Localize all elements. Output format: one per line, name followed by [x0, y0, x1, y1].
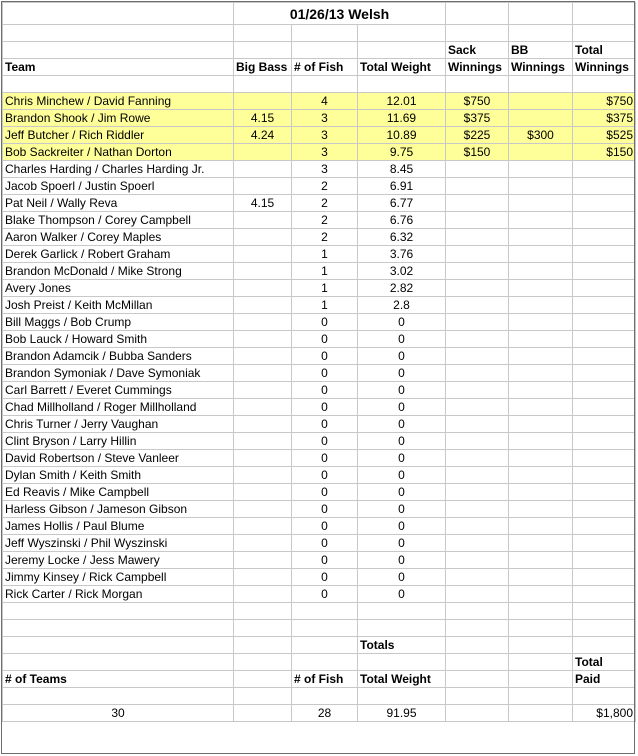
- cell-big-bass[interactable]: [234, 467, 292, 484]
- cell-team[interactable]: Avery Jones: [3, 280, 234, 297]
- cell-total-winnings[interactable]: [573, 467, 636, 484]
- cell-team[interactable]: Jacob Spoerl / Justin Spoerl: [3, 178, 234, 195]
- cell-team[interactable]: Jeff Butcher / Rich Riddler: [3, 127, 234, 144]
- table-row: [3, 348, 636, 365]
- table-row: [3, 93, 636, 110]
- cell-total-weight[interactable]: 0: [358, 382, 446, 399]
- cell-big-bass[interactable]: [234, 399, 292, 416]
- cell-total-weight[interactable]: 0: [358, 331, 446, 348]
- cell-sack-winnings[interactable]: [446, 195, 509, 212]
- cell-num-fish[interactable]: 0: [292, 365, 358, 382]
- cell-big-bass[interactable]: [234, 518, 292, 535]
- cell-team[interactable]: Jeremy Locke / Jess Mawery: [3, 552, 234, 569]
- cell-num-fish[interactable]: 3: [292, 161, 358, 178]
- table-row: [3, 178, 636, 195]
- sheet-title[interactable]: 01/26/13 Welsh: [234, 3, 446, 25]
- cell-total-weight[interactable]: 0: [358, 501, 446, 518]
- cell-total-weight[interactable]: 0: [358, 416, 446, 433]
- header-total-weight[interactable]: Total Weight: [358, 59, 446, 76]
- cell-sack-winnings[interactable]: [446, 178, 509, 195]
- cell-num-fish[interactable]: 0: [292, 484, 358, 501]
- cell-big-bass[interactable]: [234, 297, 292, 314]
- cell-total-weight[interactable]: 0: [358, 365, 446, 382]
- cell-num-fish[interactable]: 0: [292, 569, 358, 586]
- cell-big-bass[interactable]: [234, 501, 292, 518]
- cell-team[interactable]: Chad Millholland / Roger Millholland: [3, 399, 234, 416]
- cell-team[interactable]: Josh Preist / Keith McMillan: [3, 297, 234, 314]
- table-row: [3, 569, 636, 586]
- team-rows: [3, 93, 636, 603]
- table-row: [3, 161, 636, 178]
- table-row: [3, 450, 636, 467]
- cell-bb-winnings[interactable]: [509, 467, 573, 484]
- table-row: [3, 535, 636, 552]
- cell-num-fish[interactable]: 0: [292, 552, 358, 569]
- cell-big-bass[interactable]: [234, 450, 292, 467]
- cell-bb-winnings[interactable]: [509, 484, 573, 501]
- cell-total-weight[interactable]: 0: [358, 518, 446, 535]
- cell-bb-winnings[interactable]: [509, 161, 573, 178]
- cell-total-weight[interactable]: 12.01: [358, 93, 446, 110]
- cell-big-bass[interactable]: [234, 263, 292, 280]
- cell-team[interactable]: Pat Neil / Wally Reva: [3, 195, 234, 212]
- cell-total-weight[interactable]: 2.82: [358, 280, 446, 297]
- cell-team[interactable]: Rick Carter / Rick Morgan: [3, 586, 234, 603]
- cell-big-bass[interactable]: [234, 552, 292, 569]
- cell-bb-winnings[interactable]: [509, 535, 573, 552]
- cell-total-weight[interactable]: 11.69: [358, 110, 446, 127]
- cell-num-fish[interactable]: 0: [292, 518, 358, 535]
- cell-sack-winnings[interactable]: [446, 297, 509, 314]
- results-sheet: [2, 2, 636, 722]
- cell-team[interactable]: Aaron Walker / Corey Maples: [3, 229, 234, 246]
- cell-total-weight[interactable]: 2.8: [358, 297, 446, 314]
- cell-bb-winnings[interactable]: [509, 501, 573, 518]
- cell-total-winnings[interactable]: [573, 416, 636, 433]
- cell-num-fish[interactable]: 0: [292, 535, 358, 552]
- cell-bb-winnings[interactable]: [509, 433, 573, 450]
- cell-big-bass[interactable]: [234, 484, 292, 501]
- cell-team[interactable]: Harless Gibson / Jameson Gibson: [3, 501, 234, 518]
- cell-total-winnings[interactable]: $750: [573, 93, 636, 110]
- cell-num-fish[interactable]: 2: [292, 195, 358, 212]
- cell-total-weight[interactable]: 0: [358, 314, 446, 331]
- cell-big-bass[interactable]: [234, 586, 292, 603]
- cell-num-fish[interactable]: 1: [292, 246, 358, 263]
- totals-label[interactable]: Totals: [358, 637, 446, 654]
- cell-bb-winnings[interactable]: [509, 246, 573, 263]
- cell-team[interactable]: Charles Harding / Charles Harding Jr.: [3, 161, 234, 178]
- table-row: [3, 110, 636, 127]
- cell-num-fish[interactable]: 0: [292, 467, 358, 484]
- table-row: [3, 416, 636, 433]
- cell-team[interactable]: Brandon Adamcik / Bubba Sanders: [3, 348, 234, 365]
- cell-num-fish[interactable]: 2: [292, 178, 358, 195]
- cell-total-weight[interactable]: 0: [358, 399, 446, 416]
- cell-big-bass[interactable]: 4.15: [234, 195, 292, 212]
- cell-bb-winnings[interactable]: [509, 178, 573, 195]
- num-fish-label[interactable]: # of Fish: [292, 671, 358, 688]
- cell-total-winnings[interactable]: [573, 348, 636, 365]
- cell-total-winnings[interactable]: [573, 314, 636, 331]
- num-teams-value[interactable]: 30: [3, 705, 234, 722]
- cell-team[interactable]: Brandon Shook / Jim Rowe: [3, 110, 234, 127]
- header-sack-line2[interactable]: Winnings: [446, 59, 509, 76]
- cell-num-fish[interactable]: 0: [292, 331, 358, 348]
- table-row: [3, 467, 636, 484]
- cell-big-bass[interactable]: [234, 433, 292, 450]
- cell-num-fish[interactable]: 0: [292, 586, 358, 603]
- cell-team[interactable]: James Hollis / Paul Blume: [3, 518, 234, 535]
- header-num-fish[interactable]: # of Fish: [292, 59, 358, 76]
- cell-sack-winnings[interactable]: [446, 348, 509, 365]
- cell-total-winnings[interactable]: [573, 297, 636, 314]
- cell-total-weight[interactable]: 3.76: [358, 246, 446, 263]
- table-row: [3, 297, 636, 314]
- cell-total-weight[interactable]: 3.02: [358, 263, 446, 280]
- cell-total-weight[interactable]: 0: [358, 467, 446, 484]
- cell-total-winnings[interactable]: [573, 195, 636, 212]
- cell-total-weight[interactable]: 6.32: [358, 229, 446, 246]
- cell-bb-winnings[interactable]: [509, 348, 573, 365]
- cell-total-weight[interactable]: 6.76: [358, 212, 446, 229]
- cell-total-winnings[interactable]: [573, 365, 636, 382]
- cell-big-bass[interactable]: [234, 280, 292, 297]
- table-row: [3, 144, 636, 161]
- table-row: [3, 229, 636, 246]
- cell-team[interactable]: Bob Lauck / Howard Smith: [3, 331, 234, 348]
- cell-total-winnings[interactable]: [573, 518, 636, 535]
- cell-total-winnings[interactable]: [573, 246, 636, 263]
- cell-big-bass[interactable]: [234, 331, 292, 348]
- cell-team[interactable]: Derek Garlick / Robert Graham: [3, 246, 234, 263]
- cell-total-weight[interactable]: 6.77: [358, 195, 446, 212]
- cell-team[interactable]: Jeff Wyszinski / Phil Wyszinski: [3, 535, 234, 552]
- cell-sack-winnings[interactable]: $225: [446, 127, 509, 144]
- cell-big-bass[interactable]: 4.15: [234, 110, 292, 127]
- cell-num-fish[interactable]: 0: [292, 348, 358, 365]
- total-paid-label-line1[interactable]: Total: [573, 654, 636, 671]
- cell-total-winnings[interactable]: [573, 501, 636, 518]
- cell-sack-winnings[interactable]: [446, 161, 509, 178]
- cell-total-winnings[interactable]: [573, 229, 636, 246]
- cell-num-fish[interactable]: 3: [292, 110, 358, 127]
- cell-big-bass[interactable]: [234, 161, 292, 178]
- table-row: [3, 127, 636, 144]
- cell-num-fish[interactable]: 3: [292, 144, 358, 161]
- cell-total-weight[interactable]: 0: [358, 484, 446, 501]
- cell-bb-winnings[interactable]: $300: [509, 127, 573, 144]
- cell-total-winnings[interactable]: $150: [573, 144, 636, 161]
- table-row: [3, 382, 636, 399]
- table-row: [3, 484, 636, 501]
- cell-team[interactable]: Dylan Smith / Keith Smith: [3, 467, 234, 484]
- cell-num-fish[interactable]: 0: [292, 314, 358, 331]
- cell-sack-winnings[interactable]: [446, 263, 509, 280]
- cell-sack-winnings[interactable]: [446, 467, 509, 484]
- cell-sack-winnings[interactable]: [446, 518, 509, 535]
- cell-sack-winnings[interactable]: [446, 569, 509, 586]
- cell-sack-winnings[interactable]: [446, 382, 509, 399]
- cell-team[interactable]: Brandon McDonald / Mike Strong: [3, 263, 234, 280]
- cell-num-fish[interactable]: 0: [292, 433, 358, 450]
- cell-bb-winnings[interactable]: [509, 365, 573, 382]
- cell-big-bass[interactable]: [234, 229, 292, 246]
- cell-total-winnings[interactable]: [573, 382, 636, 399]
- cell-total-winnings[interactable]: [573, 178, 636, 195]
- cell-total-winnings[interactable]: [573, 433, 636, 450]
- cell-num-fish[interactable]: 0: [292, 399, 358, 416]
- cell-sack-winnings[interactable]: [446, 246, 509, 263]
- cell-big-bass[interactable]: [234, 178, 292, 195]
- sheet-body: [3, 3, 636, 93]
- total-paid-label-line2[interactable]: Paid: [573, 671, 636, 688]
- table-row: [3, 365, 636, 382]
- table-row: [3, 433, 636, 450]
- header-bb-line2[interactable]: Winnings: [509, 59, 573, 76]
- cell-total-winnings[interactable]: [573, 331, 636, 348]
- table-row: [3, 552, 636, 569]
- cell-bb-winnings[interactable]: [509, 263, 573, 280]
- total-weight-label[interactable]: Total Weight: [358, 671, 446, 688]
- cell-num-fish[interactable]: 0: [292, 416, 358, 433]
- cell-team[interactable]: Clint Bryson / Larry Hillin: [3, 433, 234, 450]
- cell-total-winnings[interactable]: [573, 535, 636, 552]
- table-row: [3, 195, 636, 212]
- cell-big-bass[interactable]: [234, 348, 292, 365]
- cell-total-winnings[interactable]: [573, 212, 636, 229]
- cell-bb-winnings[interactable]: [509, 331, 573, 348]
- cell-big-bass[interactable]: [234, 416, 292, 433]
- cell-total-weight[interactable]: 0: [358, 569, 446, 586]
- table-row: [3, 331, 636, 348]
- cell-sack-winnings[interactable]: [446, 331, 509, 348]
- total-paid-value[interactable]: $1,800: [573, 705, 636, 722]
- cell-team[interactable]: Chris Turner / Jerry Vaughan: [3, 416, 234, 433]
- cell-sack-winnings[interactable]: [446, 484, 509, 501]
- cell-num-fish[interactable]: 0: [292, 382, 358, 399]
- cell-bb-winnings[interactable]: [509, 195, 573, 212]
- cell-sack-winnings[interactable]: $375: [446, 110, 509, 127]
- header-total-line2[interactable]: Winnings: [573, 59, 636, 76]
- cell-bb-winnings[interactable]: [509, 280, 573, 297]
- totals-section: [3, 603, 636, 722]
- cell-num-fish[interactable]: 4: [292, 93, 358, 110]
- cell-sack-winnings[interactable]: [446, 586, 509, 603]
- cell-total-winnings[interactable]: [573, 263, 636, 280]
- cell-num-fish[interactable]: 1: [292, 280, 358, 297]
- cell-bb-winnings[interactable]: [509, 382, 573, 399]
- cell-team[interactable]: Carl Barrett / Everet Cummings: [3, 382, 234, 399]
- cell-big-bass[interactable]: [234, 382, 292, 399]
- cell-total-weight[interactable]: 8.45: [358, 161, 446, 178]
- cell-total-winnings[interactable]: $525: [573, 127, 636, 144]
- table-row: [3, 263, 636, 280]
- table-row: [3, 212, 636, 229]
- table-row: [3, 501, 636, 518]
- cell-num-fish[interactable]: 2: [292, 229, 358, 246]
- cell-team[interactable]: Chris Minchew / David Fanning: [3, 93, 234, 110]
- cell-sack-winnings[interactable]: [446, 399, 509, 416]
- num-teams-label[interactable]: # of Teams: [3, 671, 234, 688]
- table-row: [3, 314, 636, 331]
- cell-num-fish[interactable]: 1: [292, 297, 358, 314]
- cell-bb-winnings[interactable]: [509, 314, 573, 331]
- cell-bb-winnings[interactable]: [509, 229, 573, 246]
- cell-num-fish[interactable]: 0: [292, 450, 358, 467]
- cell-total-weight[interactable]: 0: [358, 535, 446, 552]
- cell-bb-winnings[interactable]: [509, 144, 573, 161]
- cell-big-bass[interactable]: [234, 144, 292, 161]
- cell-bb-winnings[interactable]: [509, 518, 573, 535]
- cell-team[interactable]: David Robertson / Steve Vanleer: [3, 450, 234, 467]
- cell-sack-winnings[interactable]: [446, 314, 509, 331]
- total-weight-value[interactable]: 91.95: [358, 705, 446, 722]
- cell-total-winnings[interactable]: $375: [573, 110, 636, 127]
- cell-total-winnings[interactable]: [573, 280, 636, 297]
- cell-sack-winnings[interactable]: [446, 501, 509, 518]
- cell-big-bass[interactable]: [234, 246, 292, 263]
- cell-sack-winnings[interactable]: [446, 552, 509, 569]
- cell-big-bass[interactable]: [234, 93, 292, 110]
- cell-total-weight[interactable]: 0: [358, 450, 446, 467]
- cell-sack-winnings[interactable]: [446, 229, 509, 246]
- cell-num-fish[interactable]: 3: [292, 127, 358, 144]
- cell-sack-winnings[interactable]: $150: [446, 144, 509, 161]
- cell-bb-winnings[interactable]: [509, 399, 573, 416]
- cell-total-weight[interactable]: 0: [358, 552, 446, 569]
- cell-team[interactable]: Brandon Symoniak / Dave Symoniak: [3, 365, 234, 382]
- cell-bb-winnings[interactable]: [509, 586, 573, 603]
- cell-team[interactable]: Jimmy Kinsey / Rick Campbell: [3, 569, 234, 586]
- cell-num-fish[interactable]: 0: [292, 501, 358, 518]
- table-row: [3, 518, 636, 535]
- header-big-bass[interactable]: Big Bass: [234, 59, 292, 76]
- cell-big-bass[interactable]: [234, 569, 292, 586]
- cell-total-winnings[interactable]: [573, 484, 636, 501]
- cell-bb-winnings[interactable]: [509, 297, 573, 314]
- cell-total-weight[interactable]: 6.91: [358, 178, 446, 195]
- cell-bb-winnings[interactable]: [509, 552, 573, 569]
- cell-team[interactable]: Bill Maggs / Bob Crump: [3, 314, 234, 331]
- cell-sack-winnings[interactable]: [446, 450, 509, 467]
- cell-total-winnings[interactable]: [573, 586, 636, 603]
- cell-sack-winnings[interactable]: [446, 433, 509, 450]
- cell-sack-winnings[interactable]: $750: [446, 93, 509, 110]
- cell-big-bass[interactable]: 4.24: [234, 127, 292, 144]
- cell-bb-winnings[interactable]: [509, 93, 573, 110]
- cell-sack-winnings[interactable]: [446, 280, 509, 297]
- cell-total-winnings[interactable]: [573, 552, 636, 569]
- cell-team[interactable]: Blake Thompson / Corey Campbell: [3, 212, 234, 229]
- header-total-line1[interactable]: Total: [573, 42, 636, 59]
- table-row: [3, 586, 636, 603]
- cell-total-winnings[interactable]: [573, 569, 636, 586]
- cell-num-fish[interactable]: 1: [292, 263, 358, 280]
- cell-bb-winnings[interactable]: [509, 110, 573, 127]
- cell-total-weight[interactable]: 0: [358, 586, 446, 603]
- num-fish-value[interactable]: 28: [292, 705, 358, 722]
- cell-sack-winnings[interactable]: [446, 365, 509, 382]
- cell-total-weight[interactable]: 0: [358, 433, 446, 450]
- cell-bb-winnings[interactable]: [509, 569, 573, 586]
- table-row: [3, 399, 636, 416]
- cell-bb-winnings[interactable]: [509, 450, 573, 467]
- cell-total-weight[interactable]: 10.89: [358, 127, 446, 144]
- header-sack-line1[interactable]: Sack: [446, 42, 509, 59]
- cell-team[interactable]: Ed Reavis / Mike Campbell: [3, 484, 234, 501]
- header-bb-line1[interactable]: BB: [509, 42, 573, 59]
- cell-big-bass[interactable]: [234, 365, 292, 382]
- cell-sack-winnings[interactable]: [446, 416, 509, 433]
- cell-num-fish[interactable]: 2: [292, 212, 358, 229]
- table-row: [3, 280, 636, 297]
- cell-bb-winnings[interactable]: [509, 212, 573, 229]
- cell-total-winnings[interactable]: [573, 450, 636, 467]
- cell-total-winnings[interactable]: [573, 399, 636, 416]
- cell-sack-winnings[interactable]: [446, 535, 509, 552]
- cell-total-winnings[interactable]: [573, 161, 636, 178]
- header-team[interactable]: Team: [3, 59, 234, 76]
- table-row: [3, 246, 636, 263]
- cell-sack-winnings[interactable]: [446, 212, 509, 229]
- cell-total-weight[interactable]: 0: [358, 348, 446, 365]
- cell-big-bass[interactable]: [234, 535, 292, 552]
- cell-big-bass[interactable]: [234, 314, 292, 331]
- cell-team[interactable]: Bob Sackreiter / Nathan Dorton: [3, 144, 234, 161]
- cell-total-weight[interactable]: 9.75: [358, 144, 446, 161]
- cell-big-bass[interactable]: [234, 212, 292, 229]
- cell-bb-winnings[interactable]: [509, 416, 573, 433]
